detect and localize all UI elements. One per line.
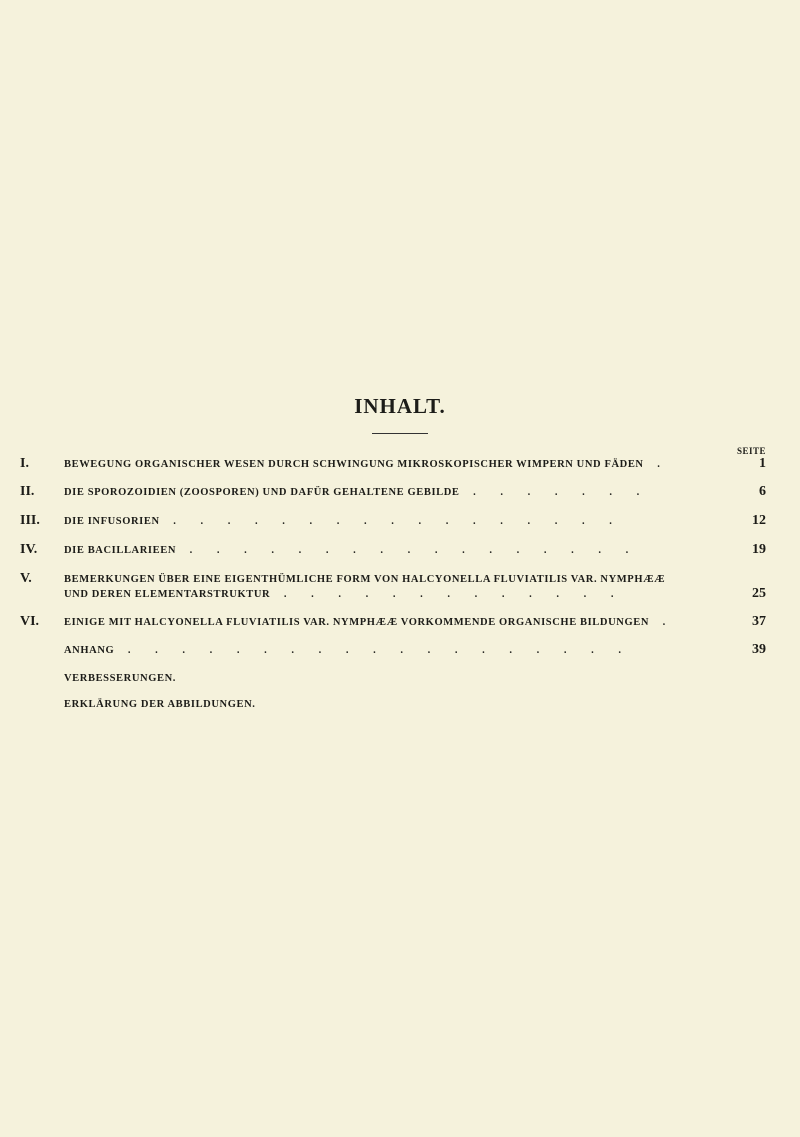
toc-entry-text: ANHANG . . . . . . . . . . . . . . . . . . . xyxy=(64,645,633,656)
toc-numeral: IV. xyxy=(20,542,38,557)
leader-dots: . . . . . . . . . . . . . . . . . . . xyxy=(114,645,633,656)
toc-entry-text: BEMERKUNGEN ÜBER EINE EIGENTHÜMLICHE FORM VON HALCYONELLA FLUVIATILIS VAR. NYMPHÆÆ xyxy=(64,574,666,585)
leader-dots: . . . . . . . xyxy=(459,487,651,498)
toc-entry-text: VERBESSERUNGEN. xyxy=(64,673,176,684)
leader-dots: . . . . . . . . . . . . . . . . . xyxy=(176,545,640,556)
toc-page-number: 39 xyxy=(752,642,766,657)
toc-page-number: 1 xyxy=(759,456,766,471)
toc-entry-text-continued: UND DEREN ELEMENTARSTRUKTUR . . . . . . . . . . . . . xyxy=(64,589,625,600)
toc-numeral: VI. xyxy=(20,614,40,629)
leader-dots: . xyxy=(649,617,677,628)
toc-page-number: 37 xyxy=(752,614,766,629)
leader-dots: . . . . . . . . . . . . . . . . . xyxy=(159,516,623,527)
page-title: INHALT. xyxy=(354,394,446,418)
leader-dots: . . . . . . . . . . . . . xyxy=(270,589,625,600)
toc-numeral: III. xyxy=(20,513,40,528)
toc-numeral: I. xyxy=(20,456,29,471)
toc-numeral: II. xyxy=(20,484,35,499)
title-rule xyxy=(372,433,428,434)
toc-entry-text: EINIGE MIT HALCYONELLA FLUVIATILIS VAR. NYMPHÆÆ VORKOMMENDE ORGANISCHE BILDUNGEN . xyxy=(64,617,677,628)
toc-page-number: 25 xyxy=(752,586,766,601)
leader-dots: . xyxy=(643,459,671,470)
toc-page-number: 12 xyxy=(752,513,766,528)
toc-entry-text: BEWEGUNG ORGANISCHER WESEN DURCH SCHWINGUNG MIKROSKOPISCHER WIMPERN UND FÄDEN . xyxy=(64,459,671,470)
toc-entry-text: DIE INFUSORIEN . . . . . . . . . . . . . . . . . xyxy=(64,516,623,527)
toc-entry-text: DIE SPOROZOIDIEN (ZOOSPOREN) UND DAFÜR GEHALTENE GEBILDE . . . . . . . xyxy=(64,487,651,498)
toc-page-number: 19 xyxy=(752,542,766,557)
toc-entry-text: DIE BACILLARIEEN . . . . . . . . . . . . . . . . . xyxy=(64,545,640,556)
toc-entry-text: ERKLÄRUNG DER ABBILDUNGEN. xyxy=(64,699,256,710)
toc-numeral: V. xyxy=(20,571,32,586)
seite-label: SEITE xyxy=(736,446,766,456)
toc-page-number: 6 xyxy=(759,484,766,499)
